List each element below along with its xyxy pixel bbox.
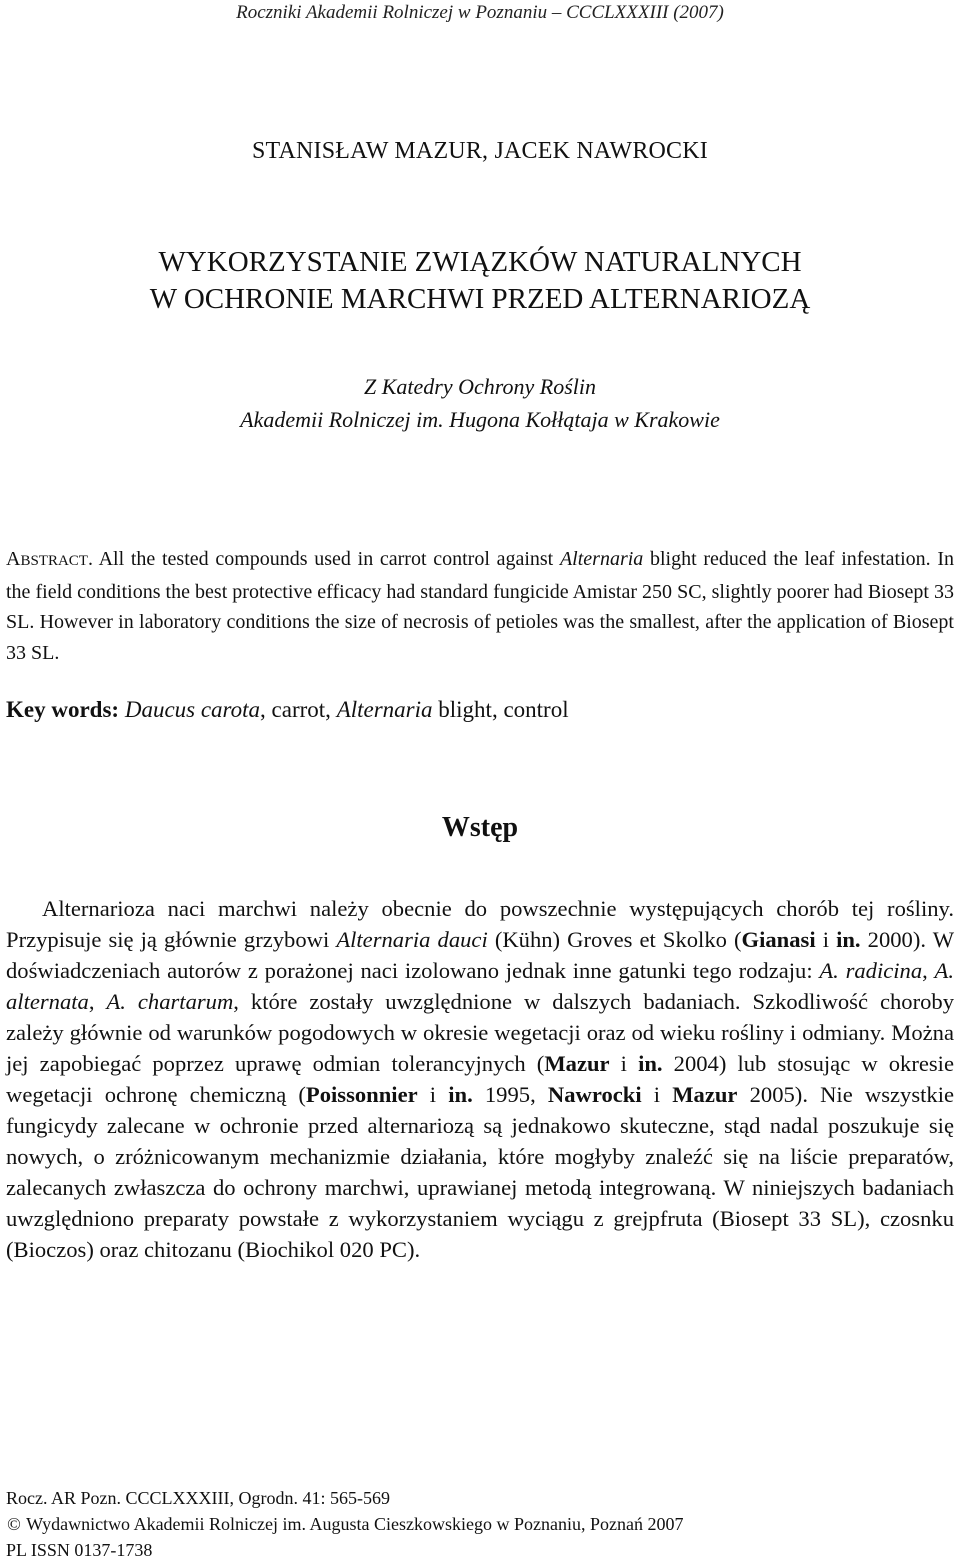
- keyword-species: Daucus carota: [124, 697, 261, 722]
- footer-citation: Rocz. AR Pozn. CCCLXXXIII, Ogrodn. 41: 565-569: [6, 1488, 390, 1508]
- section-heading: Wstęp: [441, 812, 519, 843]
- citation-author: Mazur: [672, 1082, 738, 1107]
- running-head: Roczniki Akademii Rolniczej w Poznaniu – CCCLXXXIII (2007): [236, 2, 724, 23]
- footer-copyright: © Wydawnictwo Akademii Rolniczej im. Augusta Cieszkowskiego w Poznaniu, Poznań 2007: [6, 1511, 684, 1537]
- citation-author: Poissonnier: [305, 1082, 418, 1107]
- title-line-2: W OCHRONIE MARCHWI PRZED ALTERNARIOZĄ: [149, 283, 811, 315]
- article-title: [0, 244, 960, 318]
- abstract-genus: Alternaria: [559, 548, 644, 570]
- title-line-1: WYKORZYSTANIE ZWIĄZKÓW NATURALNYCH: [158, 246, 802, 278]
- intro-paragraph: Alternarioza naci marchwi należy obecnie do powszechnie występujących chorób tej rośliny. Przypisuje się ją głównie grzybowi Alternaria dauci (Kühn) Groves et Skolko (Gianasi i in. 2000). W doświadczeniach autorów z porażonej naci izolowano jednak inne gatunki tego rodzaju: A. radicina, A. alternata, A. chartarum, które zostały uwzględnione w dalszych badaniach. Szkodliwość choroby zależy głównie od warunków pogodowych w okresie wegetacji oraz od wieku rośliny i odmiany. Można jej zapobiegać poprzez uprawę odmian tolerancyjnych (Mazur i in. 2004) lub stosując w okresie wegetacji ochronę chemiczną (Poissonnier i in. 1995, Nawrocki i Mazur 2005). Nie wszystkie fungicydy zalecane w ochronie przed alternariozą są jednakowo skuteczne, stąd nadal poszukuje się nowych, o zróżnicowanym mechanizmie działania, które mogłyby znaleźć się na liście preparatów, zalecanych zwłaszcza do ochrony marchwi, uprawianej metodą integrowaną. W niniejszych badaniach uwzględniono preparaty powstałe z wykorzystaniem wyciągu z grejpfruta (Biosept 33 SL), czosnku (Bioczos) oraz chitozanu (Biochikol 020 PC).: [6, 896, 955, 1262]
- citation-author: Nawrocki: [547, 1082, 642, 1107]
- keywords-label: Key words:: [6, 697, 120, 722]
- affiliation-line-2: Akademii Rolniczej im. Hugona Kołłątaja w Krakowie: [240, 407, 720, 432]
- affiliation: [0, 370, 960, 436]
- copyright-icon: ©: [7, 1514, 21, 1534]
- keyword-genus: Alternaria: [336, 697, 433, 722]
- abstract-label: ABSTRACT.: [6, 548, 93, 570]
- citation-author: Mazur: [544, 1051, 610, 1076]
- footer: [6, 1485, 684, 1563]
- footer-issn: PL ISSN 0137-1738: [6, 1540, 153, 1560]
- keywords: Key words: Daucus carota, carrot, Alternaria blight, control: [6, 697, 569, 722]
- authors: STANISŁAW MAZUR, JACEK NAWROCKI: [252, 138, 708, 164]
- affiliation-line-1: Z Katedry Ochrony Roślin: [364, 374, 596, 399]
- citation-author: Gianasi: [741, 927, 816, 952]
- abstract: ABSTRACT. All the tested compounds used in carrot control against Alternaria blight reduced the leaf infestation. In the field conditions the best protective efficacy had standard fungicide Amistar 250 SC, slightly poorer had Biosept 33 SL. However in laboratory conditions the size of necrosis of petioles was the smallest, after the application of Biosept 33 SL.: [6, 548, 954, 664]
